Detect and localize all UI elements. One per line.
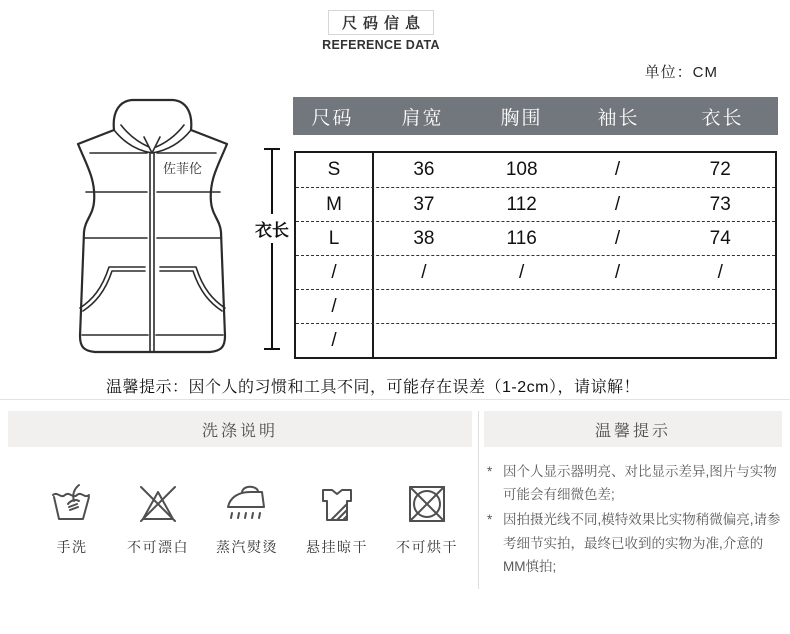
column-header: 胸围 <box>500 107 543 129</box>
value-cell <box>374 324 474 357</box>
column-header: 袖长 <box>597 107 640 129</box>
column-header: 衣长 <box>701 107 744 129</box>
vest-illustration <box>50 96 255 364</box>
care-item-label: 蒸汽熨烫 <box>216 539 278 555</box>
value-cell: / <box>614 227 621 249</box>
note-item <box>487 460 781 506</box>
value-cell: / <box>519 261 525 283</box>
measure-cap-bottom <box>264 348 280 350</box>
note-item <box>487 508 781 578</box>
value-cell <box>570 324 666 357</box>
value-cell: / <box>614 193 621 215</box>
hand-wash-icon <box>48 480 96 528</box>
table-row <box>296 153 775 187</box>
size-cell: S <box>296 153 374 187</box>
value-cell <box>474 324 570 357</box>
note-text: 因拍摄光线不同,模特效果比实物稍微偏亮,请参考细节实拍，最终已收到的实物为准,介意的MM慎拍; <box>503 512 781 574</box>
size-cell: L <box>296 222 374 255</box>
table-row <box>296 255 775 289</box>
value-cell: 37 <box>413 193 435 215</box>
value-cell <box>665 324 775 357</box>
column-header: 尺码 <box>311 107 354 129</box>
no-tumble-dry-icon <box>403 480 451 528</box>
value-cell: 73 <box>709 193 731 215</box>
size-cell: / <box>296 324 374 357</box>
value-cell: 72 <box>709 159 731 180</box>
value-cell <box>474 290 570 323</box>
notes-panel <box>487 460 781 580</box>
value-cell <box>665 290 775 323</box>
measure-label: 衣长 <box>249 214 295 243</box>
value-cell: 116 <box>506 227 537 249</box>
care-item <box>391 480 463 557</box>
brand-label: 佐菲伦 <box>163 161 203 176</box>
care-item-label: 悬挂晾干 <box>306 539 368 555</box>
section-divider <box>0 399 790 400</box>
table-row <box>296 187 775 221</box>
care-item-label: 不可漂白 <box>127 539 189 555</box>
hang-dry-icon <box>313 480 361 528</box>
care-item-label: 不可烘干 <box>396 539 458 555</box>
care-item <box>36 480 108 557</box>
care-section-title: 洗涤说明 <box>8 411 472 447</box>
unit-label: 单位：CM <box>644 64 718 81</box>
value-cell <box>570 290 666 323</box>
no-bleach-icon <box>134 480 182 528</box>
size-cell: / <box>296 256 374 289</box>
value-cell: 112 <box>506 193 537 215</box>
section-subtitle: REFERENCE DATA <box>322 38 440 52</box>
size-cell: / <box>296 290 374 323</box>
value-cell: 38 <box>413 227 435 249</box>
value-cell: / <box>614 159 621 180</box>
notes-section-title: 温馨提示 <box>484 411 782 447</box>
care-item <box>301 480 373 557</box>
care-item <box>122 480 194 557</box>
section-title-box <box>328 10 434 35</box>
note-bullet: * <box>487 464 493 479</box>
value-cell: 36 <box>413 159 435 180</box>
size-table-header <box>293 97 778 135</box>
table-row <box>296 221 775 255</box>
column-header: 肩宽 <box>401 107 444 129</box>
value-cell: / <box>421 261 427 283</box>
value-cell: / <box>614 261 621 283</box>
care-item-label: 手洗 <box>56 539 88 555</box>
value-cell: 108 <box>505 159 538 180</box>
care-item <box>211 480 283 557</box>
note-bullet: * <box>487 512 493 528</box>
panel-divider <box>478 411 479 589</box>
table-row <box>296 323 775 357</box>
table-row <box>296 289 775 323</box>
measurement-tip: 温馨提示：因个人的习惯和工具不同，可能存在误差（1-2cm），请谅解！ <box>106 379 640 396</box>
note-text: 因个人显示器明亮、对比显示差异,图片与实物可能会有细微色差; <box>503 464 777 503</box>
size-table <box>294 151 777 359</box>
size-cell: M <box>296 188 374 221</box>
value-cell: 74 <box>709 227 731 249</box>
value-cell <box>374 290 474 323</box>
value-cell: / <box>717 261 723 283</box>
steam-iron-icon <box>223 480 271 528</box>
section-title: 尺码信息 <box>341 15 426 32</box>
measure-line <box>271 148 273 350</box>
